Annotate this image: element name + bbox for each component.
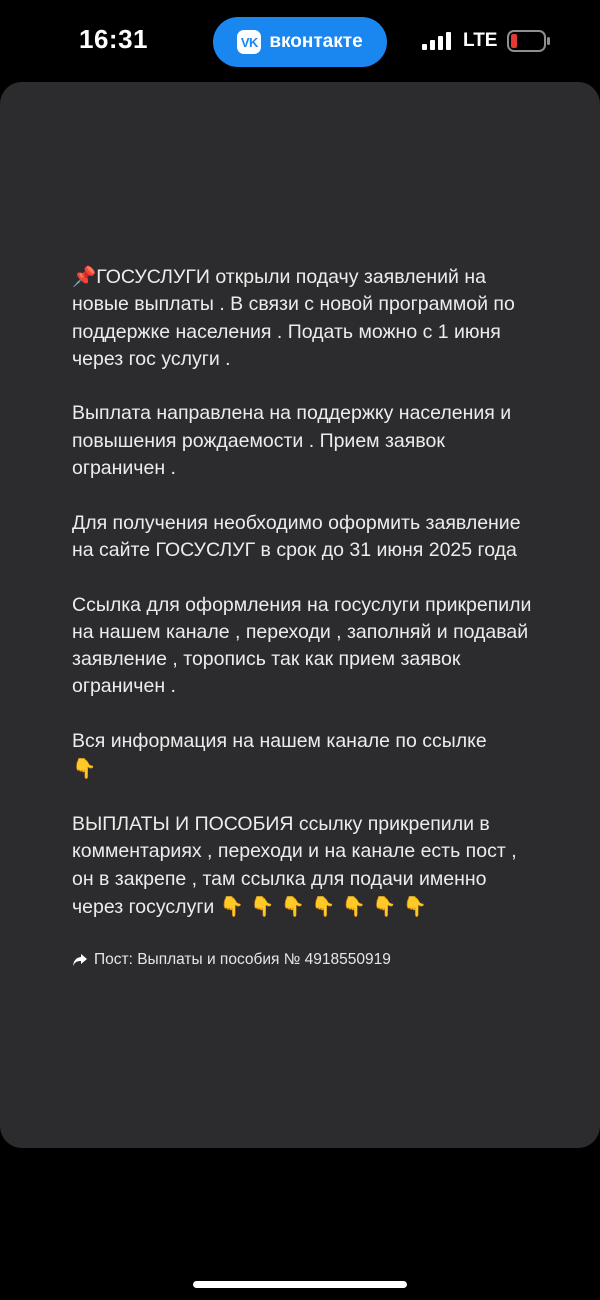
pointing-down-icons: 👇 👇 👇 👇 👇 👇 👇: [219, 894, 427, 918]
status-bar: [0, 0, 600, 84]
post-text: [72, 263, 542, 921]
battery-icon: [507, 30, 551, 52]
home-indicator[interactable]: [193, 1281, 407, 1288]
repost-link[interactable]: [72, 951, 391, 969]
cellular-signal-icon: [422, 32, 452, 50]
post-paragraph-6: ВЫПЛАТЫ И ПОСОБИЯ ссылку прикрепили в комментариях , переходи и на канале есть пост , он в закрепе , там ссылка для подачи именно через госуслуги 👇 👇 👇 👇 👇 👇 👇: [72, 812, 517, 918]
app-name-label: вконтакте: [269, 31, 363, 52]
post-paragraph-4: Ссылка для оформления на госуслуги прикрепили на нашем канале , переходи , заполняй и подавай заявление , торопись так как прием заявок ограничен .: [72, 593, 532, 698]
back-to-app-pill[interactable]: [213, 17, 387, 67]
vk-logo-icon: VK: [237, 30, 261, 54]
network-type-label: LTE: [463, 30, 498, 51]
post-paragraph-1: 📌ГОСУСЛУГИ открыли подачу заявлений на новые выплаты . В связи с новой программой по поддержке населения . Подать можно с 1 июня через гос услуги .: [72, 265, 515, 370]
pointing-down-icon: 👇: [72, 757, 97, 781]
post-paragraph-5: Вся информация на нашем канале по ссылке 👇: [72, 730, 487, 781]
post-card: [0, 82, 600, 1148]
status-time: 16:31: [79, 24, 148, 54]
pushpin-icon: 📌: [72, 265, 97, 288]
repost-label: Пост: Выплаты и пособия № 4918550919: [94, 951, 391, 968]
share-arrow-icon: [72, 952, 88, 968]
post-paragraph-2: Выплата направлена на поддержку населения и повышения рождаемости . Прием заявок ограничен .: [72, 402, 512, 480]
post-paragraph-3: Для получения необходимо оформить заявление на сайте ГОСУСЛУГ в срок до 31 июня 2025 года: [72, 511, 521, 561]
